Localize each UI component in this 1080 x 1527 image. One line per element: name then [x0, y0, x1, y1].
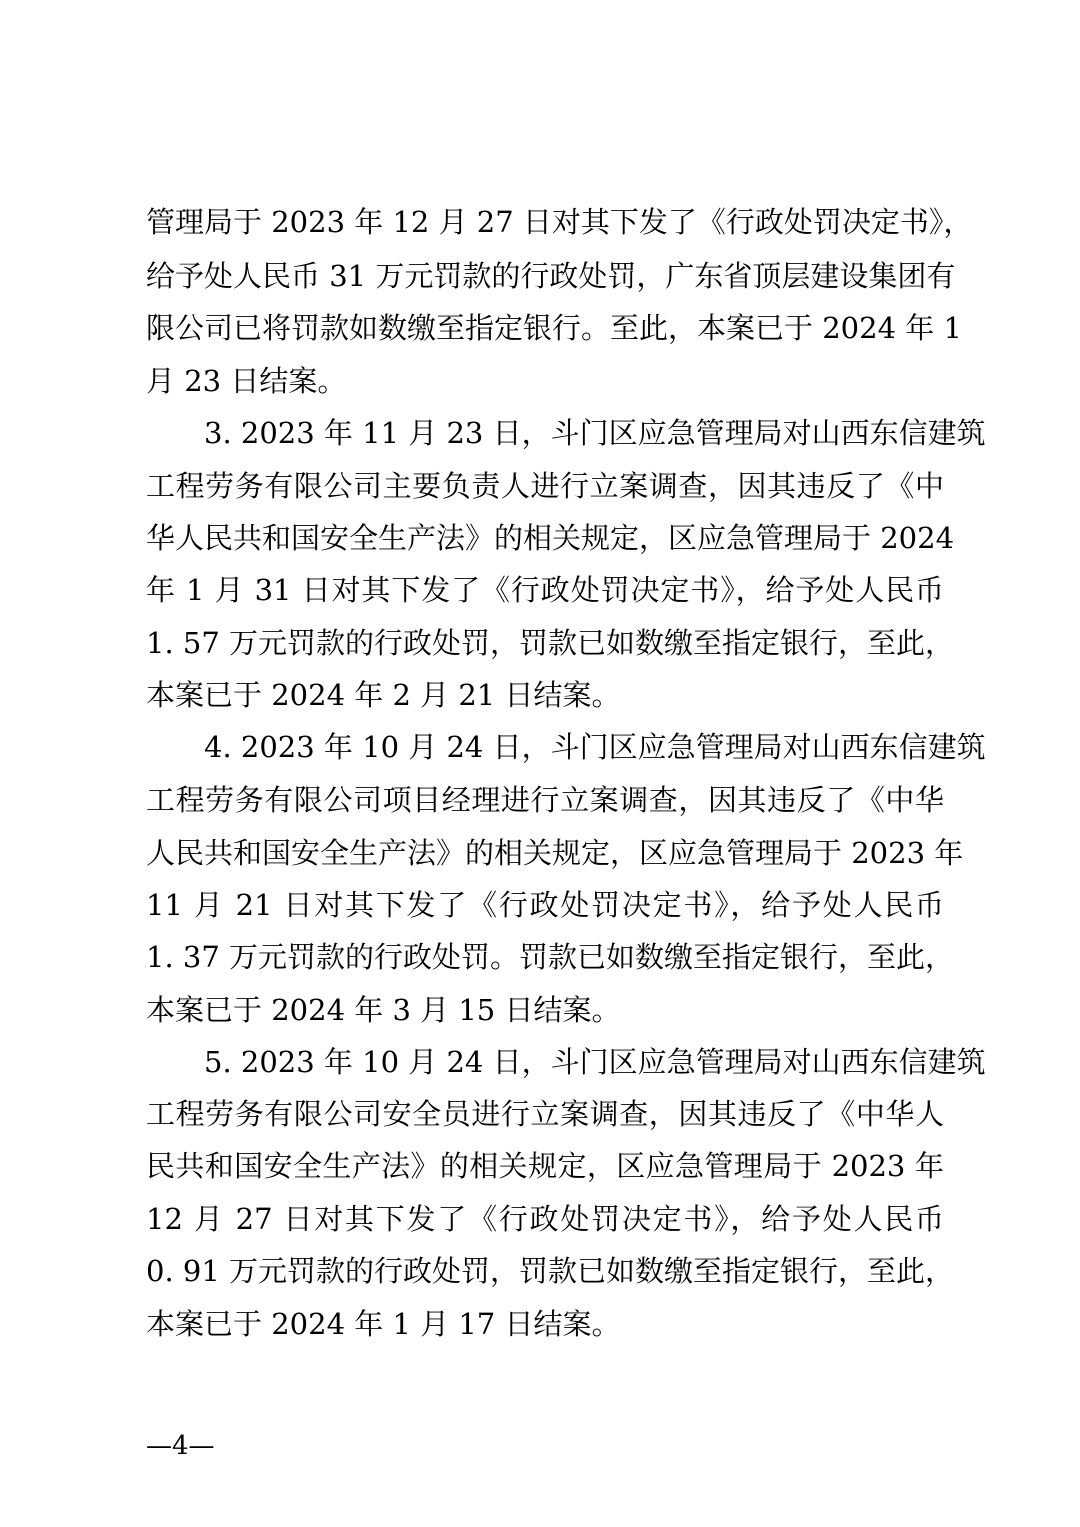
- page-number: —4—: [146, 1431, 215, 1461]
- body-text-line: 给予处人民币 31 万元罚款的行政处罚，广东省顶层建设集团有: [146, 259, 956, 293]
- body-text-line: 工程劳务有限公司项目经理进行立案调查，因其违反了《中华: [146, 783, 944, 817]
- body-text-line: 人民共和国安全生产法》的相关规定，区应急管理局于 2023 年: [146, 836, 964, 870]
- body-text-line: 本案已于 2024 年 2 月 21 日结案。: [146, 678, 621, 712]
- body-text-line: 民共和国安全生产法》的相关规定，区应急管理局于 2023 年: [146, 1149, 944, 1183]
- list-item-5-line: 5. 2023 年 10 月 24 日，斗门区应急管理局对山西东信建筑: [204, 1045, 986, 1079]
- body-text-line: 限公司已将罚款如数缴至指定银行。至此，本案已于 2024 年 1: [146, 311, 962, 345]
- body-text-line: 年 1 月 31 日对其下发了《行政处罚决定书》，给予处人民币: [146, 573, 944, 607]
- body-text-line: 华人民共和国安全生产法》的相关规定，区应急管理局于 2024: [146, 521, 955, 555]
- body-text-line: 1. 37 万元罚款的行政处罚。罚款已如数缴至指定银行，至此，: [146, 940, 955, 974]
- body-text-line: 工程劳务有限公司安全员进行立案调查，因其违反了《中华人: [146, 1097, 944, 1131]
- body-text-line: 工程劳务有限公司主要负责人进行立案调查，因其违反了《中: [146, 469, 944, 503]
- body-text-line: 管理局于 2023 年 12 月 27 日对其下发了《行政处罚决定书》，: [146, 205, 973, 239]
- body-text-line: 0. 91 万元罚款的行政处罚，罚款已如数缴至指定银行，至此，: [146, 1254, 955, 1288]
- body-text-line: 本案已于 2024 年 3 月 15 日结案。: [146, 993, 621, 1027]
- body-text-line: 1. 57 万元罚款的行政处罚，罚款已如数缴至指定银行，至此，: [146, 626, 955, 660]
- body-text-line: 月 23 日结案。: [146, 364, 347, 398]
- list-item-4-line: 4. 2023 年 10 月 24 日，斗门区应急管理局对山西东信建筑: [204, 730, 986, 764]
- list-item-3-line: 3. 2023 年 11 月 23 日，斗门区应急管理局对山西东信建筑: [204, 416, 986, 450]
- body-text-line: 11 月 21 日对其下发了《行政处罚决定书》，给予处人民币: [146, 888, 944, 922]
- body-text-line: 本案已于 2024 年 1 月 17 日结案。: [146, 1307, 621, 1341]
- body-text-line: 12 月 27 日对其下发了《行政处罚决定书》，给予处人民币: [146, 1202, 944, 1236]
